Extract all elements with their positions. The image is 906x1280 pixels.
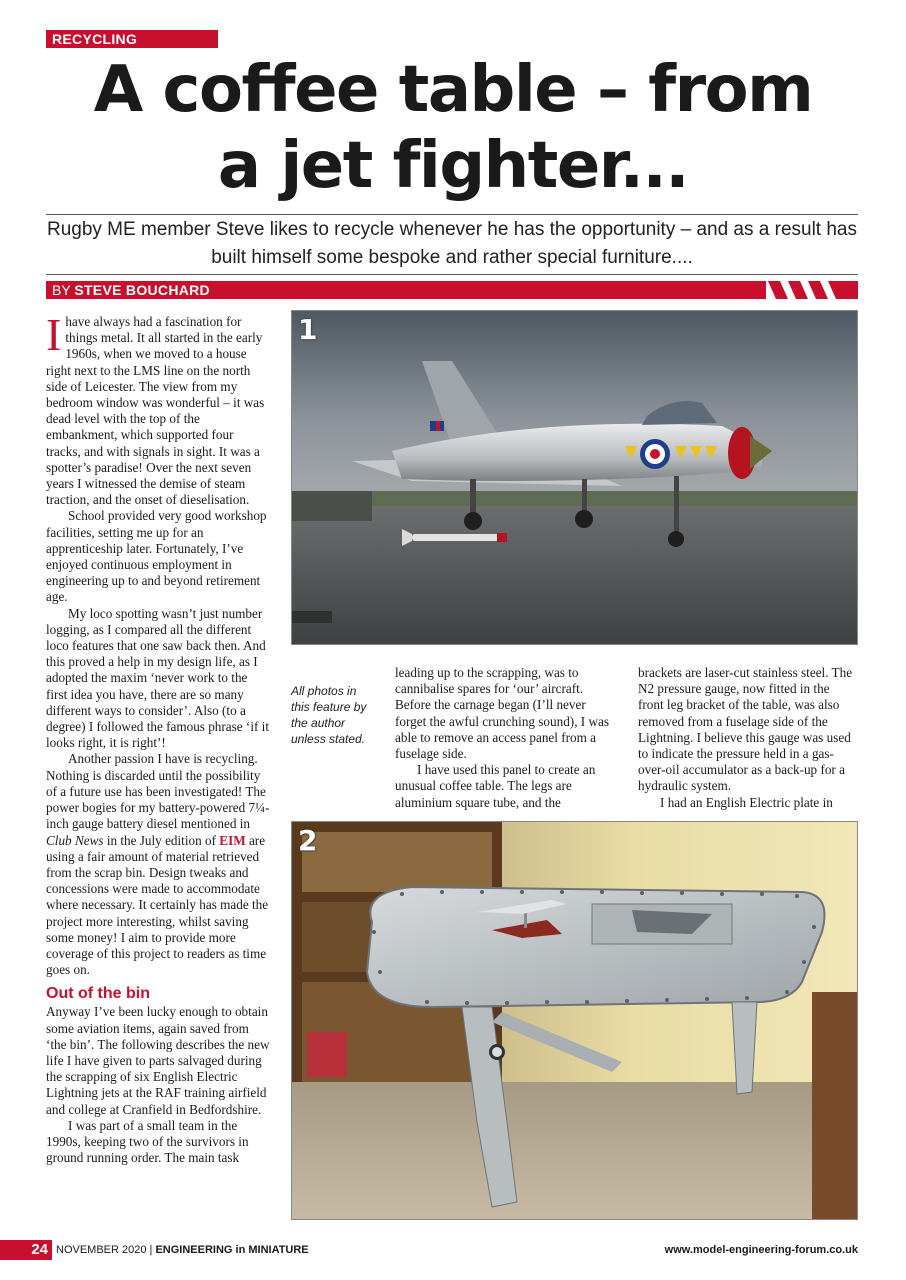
- article-column-3: [638, 665, 858, 811]
- paragraph: [46, 751, 270, 978]
- article-title: [40, 52, 866, 204]
- page-number: 24: [0, 1240, 52, 1260]
- author-name: STEVE BOUCHARD: [74, 282, 210, 298]
- article-column-1: [46, 309, 270, 1166]
- byline-bar: [46, 281, 858, 299]
- drop-cap: I: [46, 309, 62, 360]
- magazine-name: ENGINEERING in MINIATURE: [155, 1244, 309, 1256]
- page-footer: [0, 1240, 906, 1260]
- photo-coffee-table: [291, 821, 858, 1220]
- title-line-2: a jet fighter...: [217, 129, 689, 203]
- paragraph: brackets are laser-cut stainless steel. The N2 pressure gauge, now fitted in the front leg bracket of the table, was also removed from a fuselage side of the Lightning. I believe this gauge was used to indicate the pressure held in a gas-over-oil accumulator as a back-up for a hydraulic system.: [638, 665, 853, 794]
- eim-mention: EIM: [219, 832, 246, 848]
- title-line-1: A coffee table – from: [93, 53, 813, 127]
- photo-lightning-jet: [291, 310, 858, 645]
- paragraph: leading up to the scrapping, was to cannibalise spares for ‘our’ aircraft. Before the carnage began (I’ll never forget the awful crunching sound), I was able to remove an access panel from a fuselage side.: [395, 665, 609, 762]
- section-tag: RECYCLING: [46, 30, 218, 48]
- paragraph: My loco spotting wasn’t just number logging, as I compared all the different loco features that one saw back then. And this proved a help in my design life, as I adopted the maxim ‘never work to the first idea you have, there are so many different ways to consider’. Also (to a degree) I followed the famous phrase ‘if it looks right, it is right’!: [46, 605, 270, 751]
- subheading: Out of the bin: [46, 985, 150, 1003]
- paragraph: [46, 309, 270, 508]
- paragraph: I have used this panel to create an unusual coffee table. The legs are aluminium square tube, and the: [395, 762, 596, 810]
- paragraph-text: in the July edition of: [103, 832, 220, 848]
- standfirst: Rugby ME member Steve likes to recycle whenever he has the opportunity – and as a result has built himself some bespoke and rather special furniture....: [46, 219, 858, 268]
- club-news-title: Club News: [46, 832, 104, 848]
- paragraph-text: have always had a fascination for things metal. It all started in the early 1960s, when we moved to a house right next to the LMS line on the north side of Leicester. The view from my bedroom window was wonderful – it was dead level with the top of the embankment, which supported four tracks, and with signals in sight. It was a spotter’s paradise! Over the next seven years I witnessed the demise of steam traction, and the onset of dieselisation.: [46, 314, 265, 508]
- stripes-decoration: [766, 281, 858, 299]
- footer-issue: [56, 1242, 309, 1258]
- paragraph-text: are using a fair amount of material retrieved from the scrap bin. Design tweaks and concessions were made to accommodate where necessary. It certainly has made the project more interesting, whilst saving some money! I aim to provide more coverage of this project to readers as time goes on.: [46, 832, 269, 978]
- divider-top: [46, 214, 858, 215]
- photo-caption: All photos in this feature by the author unless stated.: [291, 684, 367, 746]
- paragraph: School provided very good workshop facilities, setting me up for an apprenticeship later. Fortunately, I’ve enjoyed continuous employment in engineering up to and beyond retirement age.: [46, 508, 267, 605]
- photo-number: 2: [298, 824, 318, 857]
- paragraph: I was part of a small team in the 1990s, keeping two of the survivors in ground running order. The main task: [46, 1117, 249, 1166]
- paragraph: Anyway I’ve been lucky enough to obtain some aviation items, again saved from ‘the bin’. The following describes the new life I have given to parts salvaged during the scrapping of six English Electric Lightning jets at the RAF training airfield and college at Cranfield in Bedfordshire.: [46, 1004, 270, 1117]
- article-column-2: [395, 665, 619, 811]
- divider-bottom: [46, 274, 858, 275]
- paragraph: I had an English Electric plate in: [660, 794, 833, 810]
- byline-prefix: BY: [52, 282, 75, 298]
- issue-date: NOVEMBER 2020 |: [56, 1244, 156, 1256]
- footer-website[interactable]: www.model-engineering-forum.co.uk: [664, 1244, 858, 1256]
- photo-number: 1: [298, 313, 318, 346]
- paragraph-text: Another passion I have is recycling. Nothing is discarded until the possibility of a future use has been investigated! The power bogies for my battery-powered 7¼-inch gauge battery diesel mentioned in: [46, 751, 270, 832]
